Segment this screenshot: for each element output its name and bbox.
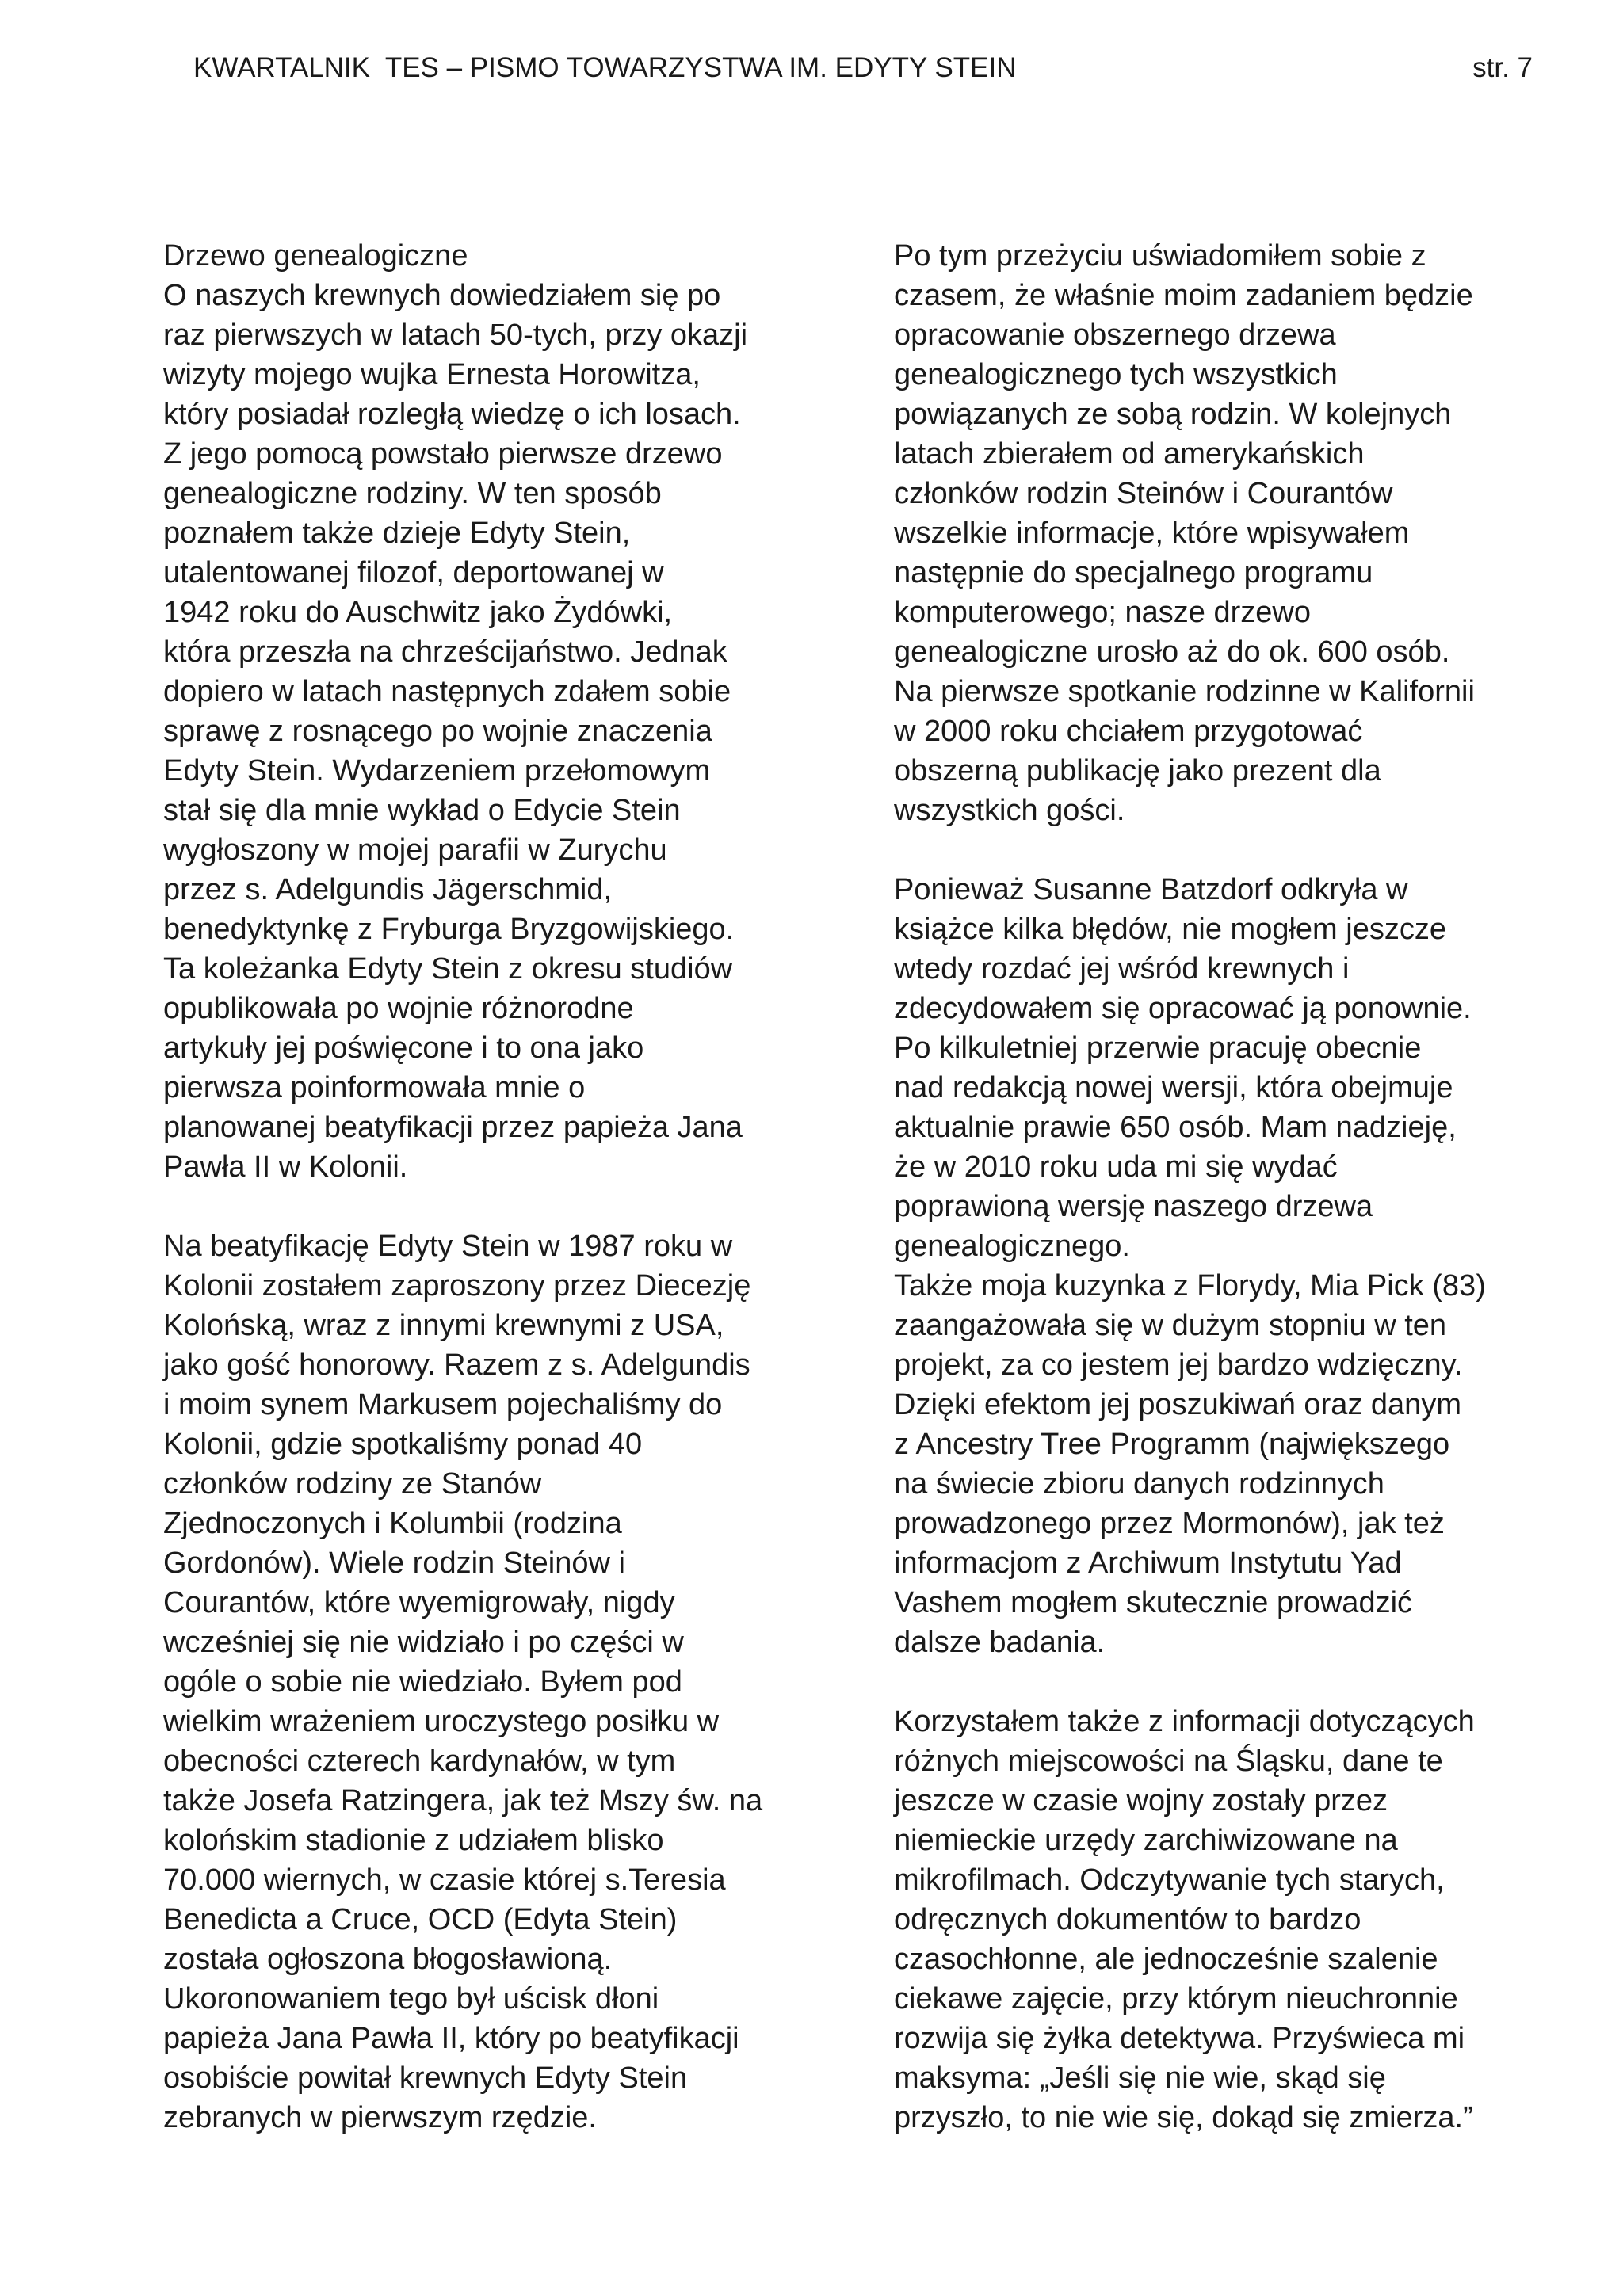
paragraph: Korzystałem także z informacji dotyczących różnych miejscowości na Śląsku, dane te jeszcze w czasie wojny zostały przez niemieckie urzędy zarchiwizowane na mikrofilmach. Odczytywanie tych starych, odręcznych dokumentów to bardzo czasochłonne, ale jednocześnie szalenie ciekawe zajęcie, przy którym nieuchronnie rozwija się żyłka detektywa. Przyświeca mi maksyma: „Jeśli się nie wie, skąd się przyszło, to nie wie się, dokąd się zmierza.” [894, 1705, 1475, 2134]
paragraph: O naszych krewnych dowiedziałem się po raz pierwszych w latach 50-tych, przy okazji wizyty mojego wujka Ernesta Horowitza, który posiadał rozległą wiedzę o ich losach. Z jego pomocą powstało pierwsze drzewo genealogiczne rodziny. W ten sposób poznałem także dzieje Edyty Stein, utalentowanej filozof, deportowanej w 1942 roku do Auschwitz jako Żydówki, która przeszła na chrześcijaństwo. Jednak dopiero w latach następnych zdałem sobie sprawę z rosnącego po wojnie znaczenia Edyty Stein. Wydarzeniem przełomowym stał się dla mnie wykład o Edycie Stein wygłoszony w mojej parafii w Zurychu przez s. Adelgundis Jägerschmid, benedyktynkę z Fryburga Bryzgowijskiego. Ta koleżanka Edyty Stein z okresu studiów opublikowała po wojnie różnorodne artykuły jej poświęcone i to ona jako pierwsza poinformowała mnie o planowanej beatyfikacji przez papieża Jana Pawła II w Kolonii. [163, 279, 748, 1184]
publication-title: KWARTALNIK TES – PISMO TOWARZYSTWA IM. EDYTY STEIN [193, 52, 1017, 83]
paragraph-gap [163, 1187, 789, 1226]
section-heading: Drzewo genealogiczne [163, 239, 468, 273]
paragraph: Ponieważ Susanne Batzdorf odkryła w książce kilka błędów, nie mogłem jeszcze wtedy rozdać jej wśród krewnych i zdecydowałem się opracować ją ponownie. Po kilkuletniej przerwie pracuję obecnie nad redakcją nowej wersji, która obejmuje aktualnie prawie 650 osób. Mam nadzieję, że w 2010 roku uda mi się wydać poprawioną wersję naszego drzewa genealogicznego. Także moja kuzynka z Florydy, Mia Pick (83) zaangażowała się w dużym stopniu w ten projekt, za co jestem jej bardzo wdzięczny. Dzięki efektom jej poszukiwań oraz danym z Ancestry Tree Programm (największego na świecie zbioru danych rodzinnych prowadzonego przez Mormonów), jak też informacjom z Archiwum Instytutu Yad Vashem mogłem skutecznie prowadzić dalsze badania. [894, 873, 1486, 1659]
paragraph-gap [894, 830, 1528, 870]
paragraph: Na beatyfikację Edyty Stein w 1987 roku w Kolonii zostałem zaproszony przez Diecezję Kolońską, wraz z innymi krewnymi z USA, jako gość honorowy. Razem z s. Adelgundis i moim synem Markusem pojechaliśmy do Kolonii, gdzie spotkaliśmy ponad 40 członków rodziny ze Stanów Zjednoczonych i Kolumbii (rodzina Gordonów). Wiele rodzin Steinów i Courantów, które wyemigrowały, nigdy wcześniej się nie widziało i po części w ogóle o sobie nie wiedziało. Byłem pod wielkim wrażeniem uroczystego posiłku w obecności czterech kardynałów, w tym także Josefa Ratzingera, jak też Mszy św. na kolońskim stadionie z udziałem blisko 70.000 wiernych, w czasie której s.Teresia Benedicta a Cruce, OCD (Edyta Stein) została ogłoszona błogosławioną. Ukoronowaniem tego był uścisk dłoni papieża Jana Pawła II, który po beatyfikacji osobiście powitał krewnych Edyty Stein zebranych w pierwszym rzędzie. [163, 1230, 763, 2134]
page-number: str. 7 [1472, 52, 1533, 83]
left-column [163, 236, 789, 2138]
paragraph-gap [894, 1662, 1528, 1702]
paragraph: Po tym przeżyciu uświadomiłem sobie z czasem, że właśnie moim zadaniem będzie opracowanie obszernego drzewa genealogicznego tych wszystkich powiązanych ze sobą rodzin. W kolejnych latach zbierałem od amerykańskich członków rodzin Steinów i Courantów wszelkie informacje, które wpisywałem następnie do specjalnego programu komputerowego; nasze drzewo genealogiczne urosło aż do ok. 600 osób. Na pierwsze spotkanie rodzinne w Kalifornii w 2000 roku chciałem przygotować obszerną publikację jako prezent dla wszystkich gości. [894, 239, 1475, 827]
right-column [894, 236, 1528, 2138]
running-header [193, 49, 1533, 87]
